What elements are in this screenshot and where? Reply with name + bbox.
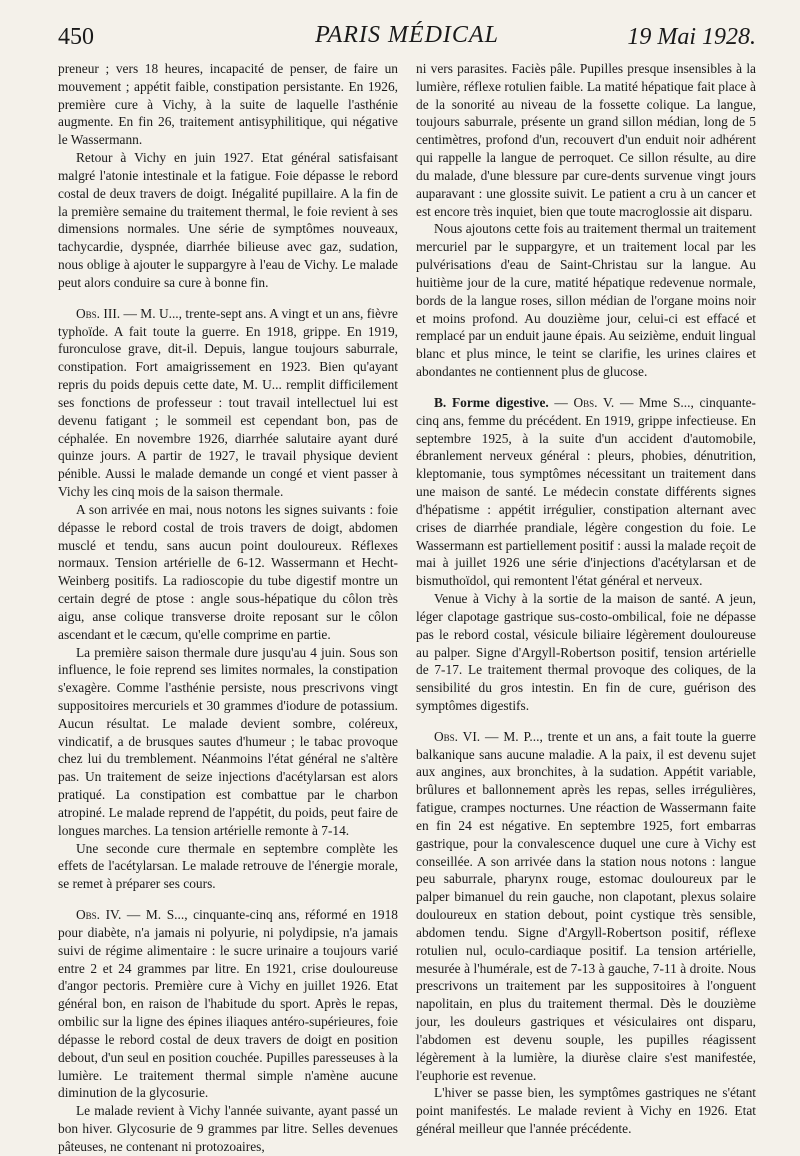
observation-4 (58, 906, 398, 1102)
observation-6 (416, 728, 756, 1085)
paragraph: Nous ajoutons cette fois au traitement thermal un traitement mercuriel par le suppargyre, et un traitement local par les pulvérisations d'eau de Saint-Christau sur la langue. Au huitième jour de la cure, matité hépatique redevenue normale, bords de la langue roses, sillon médian de l'organe moins noir et moins profond. Au douzième jour, celui-ci est effacé et remplacé par un enduit jaune épais. Au seizième, enduit lingual blanc et plus mince, le teint se clarifie, les urines claires et abondantes ne contiennent plus de glucose. (416, 221, 756, 380)
paragraph: Venue à Vichy à la sortie de la maison de santé. A jeun, léger clapotage gastrique sus-costo-ombilical, foie ne dépasse pas le rebord costal, vésicule biliaire légèrement douloureuse au palper. Signe d'Argyll-Robertson positif, tension artérielle de 7-17. Le traitement thermal provoque des coliques, de la sensibilité du gros intestin. En fin de cure, guérison des symptômes digestifs. (416, 591, 756, 713)
observation-text: — M. S..., cinquante-cinq ans, réformé en 1918 pour diabète, n'a jamais ni polyurie, ni polydipsie, n'a jamais suivi de régime alimentaire : le sucre urinaire a toujours varié entre 2 et 24 grammes par litre. En 1921, crise douloureuse d'angor pectoris. Première cure à Vichy en juillet 1926. Etat général bon, en raison de l'habitude du sport. Après le repas, ombilic sur la ligne des épines iliaques antéro-supérieures, foie dépasse le rebord costal de deux travers de doigt en position debout, d'un seul en position couchée. Pupilles paresseuses à la lumière. Le traitement thermal simple n'amène aucune diminution de la glycosurie. (58, 907, 399, 1101)
observation-label: Obs. III. (76, 305, 121, 321)
paragraph: Une seconde cure thermale en septembre complète les effets de l'acétylarsan. Le malade retrouve de l'énergie morale, se remet à préparer ses cours. (58, 840, 398, 892)
paragraph: preneur ; vers 18 heures, incapacité de penser, de faire un mouvement ; appétit faible, constipation persistante. En 1926, première cure à Vichy, à la suite de laquelle l'asthénie augmente. En fin 26, traitement antisyphilitique, qui négative le Wassermann. (58, 61, 398, 148)
section-heading: B. Forme digestive. (434, 394, 549, 410)
right-column (416, 60, 756, 1156)
observation-label: Obs. V. (573, 394, 615, 410)
observation-text: — M. U..., trente-sept ans. A vingt et un ans, fièvre typhoïde. A fait toute la guerre. En 1918, grippe. En 1919, furonculose grave, dit-il. Depuis, langue toujours saburrale, constipation. Fort amaigrissement en 1923. Bien qu'ayant repris du poids depuis cette date, M. U... remplit difficilement ses fonctions de professeur : tout travail intellectuel lui est devenu fatigant ; le sommeil est cependant bon, pas de céphalée. En novembre 1926, diarrhée salutaire ayant duré quinze jours. A partir de 1927, le travail physique devient pénible. Aussi le malade demande un congé et vient passer à Vichy les cinq mois de la saison thermale. (58, 305, 398, 500)
left-column (58, 60, 398, 1156)
paragraph: Le malade revient à Vichy l'année suivante, ayant passé un bon hiver. Glycosurie de 9 grammes par litre. Selles devenues pâteuses, ne contenant ni protozoaires, (58, 1103, 398, 1154)
issue-date: 19 Mai 1928. (627, 24, 756, 50)
paragraph: ni vers parasites. Faciès pâle. Pupilles presque insensibles à la lumière, réflexe rotulien faible. La matité hépatique fait place à de la sonorité au niveau de la fossette colique. La langue, toujours saburrale, présente un grand sillon médian, long de 5 centimètres, profond d'un, recouvert d'un enduit noir adhérent qui rappelle la langue de perroquet. Ce sillon résulte, au dire du malade, d'une blessure par cure-dents survenue vingt jours auparavant : une glossite suivit. Le patient a cru à un cancer et est encore très inquiet, bien que toute macroglossie ait disparu. (416, 61, 756, 219)
page-number: 450 (58, 24, 94, 50)
observation-3 (58, 305, 398, 501)
paragraph: L'hiver se passe bien, les symptômes gastriques ne s'étant point manifestés. Le malade revient à Vichy en 1926. Etat général meilleur que l'année précédente. (416, 1085, 756, 1137)
running-header (58, 14, 756, 60)
journal-title: PARIS MÉDICAL (315, 22, 499, 48)
paragraph: Retour à Vichy en juin 1927. Etat général satisfaisant malgré l'atonie intestinale et la fatigue. Foie dépasse le rebord costal de deux travers de doigt. Inégalité pupillaire. A la fin de la première semaine du traitement thermal, le foie revient à ses dimensions normales. Une série de symptômes nouveaux, tachycardie, dyspnée, diarrhée bilieuse avec gaz, sudation, nous oblige à ajouter le suppargyre à l'eau de Vichy. Le malade peut alors conduire sa cure à bonne fin. (58, 150, 398, 290)
paragraph: A son arrivée en mai, nous notons les signes suivants : foie dépasse le rebord costal de trois travers de doigt, abdomen musclé et tendu, sans aucun point douloureux. Réflexes normaux. Tension artérielle de 6-12. Wassermann et Hecht-Weinberg positifs. La radioscopie du tube digestif montre un certain degré de ptose : angle sous-hépatique du côlon très aigu, anse colique transverse droite reposant sur le côlon ascendant et le cæcum, qu'elle comprime en partie. (58, 501, 398, 642)
paragraph: La première saison thermale dure jusqu'au 4 juin. Sous son influence, le foie reprend ses limites normales, la constipation s'exagère. Comme l'asthénie persiste, nous prescrivons vingt suppositoires mercuriels et 30 grammes d'iodure de potassium. Aucun résultat. Le malade devient sombre, coléreux, vindicatif, a de brusques sautes d'humeur ; le tabac provoque chez lui du tremblement. Néanmoins l'état général ne s'altère pas. Un traitement de seize injections d'acétylarsan est alors pratiqué. La constipation est combattue par le charbon atropiné. Le malade reprend de l'appétit, du poids, peut faire de longues marches. La tension artérielle remonte à 7-14. (58, 644, 398, 838)
observation-label: Obs. VI. (434, 728, 481, 744)
observation-text: — Mme S..., cinquante-cinq ans, femme du précédent. En 1919, grippe infectieuse. En septembre 1925, à la suite d'un accident d'automobile, ébranlement nerveux général : pleurs, phobies, dénutrition, kleptomanie, tous symptômes nécessitant un traitement dans une maison de santé. Le médecin constate différents signes d'hépatisme : appétit irrégulier, constipation alternant avec crises de diarrhée prandiale, légère congestion du foie. Le Wassermann est partiellement positif : aussi la malade reçoit de mai à juillet 1926 une série d'injections d'acétylarsan et de bismuthoïdol, qui remontent l'état général et nerveux. (416, 394, 756, 589)
observation-label: Obs. IV. (76, 907, 122, 923)
text-columns (58, 60, 756, 1156)
observation-text: — M. P..., trente et un ans, a fait toute la guerre balkanique sans aucune maladie. A la paix, il est devenu sujet aux angines, aux bronchites, à la sudation. Appétit variable, brûlures et ballonnement après les repas, selles irrégulières, fatigue, crampes nocturnes. Une réaction de Wassermann faite en fin 24 est négative. En septembre 1925, fort embarras gastrique, pour la convalescence duquel une cure à Vichy est conseillée. A son arrivée dans la station nous notons : langue peu saburrale, pharynx rouge, estomac douloureux par le palper bimanuel du rein gauche, non clapotant, plexus solaire douloureux en station debout, point cystique très sensible, abdomen tendu. Signe d'Argyll-Robertson positif, réflexe rotulien nul, oculo-cardiaque positif. La tension artérielle, mesurée à l'humérale, est de 7-13 à gauche, 7-11 à droite. Nous prescrivons un traitement par les suppositoires à l'onguent napolitain, en plus du traitement thermal. Dès le douzième jour, les douleurs gastriques et vésiculaires ont disparu, l'abdomen est devenu souple, les pupilles réagissent légèrement à la lumière, la diurèse claire s'est manifestée, l'euphorie est revenue. (416, 728, 756, 1083)
section-b: B. Forme digestive. — Obs. V. — Mme S..., cinquante-cinq ans, femme du précédent. En 1919, grippe infectieuse. En septembre 1925, à la suite d'un accident d'automobile, ébranlement nerveux général : pleurs, phobies, dénutrition, kleptomanie, tous symptômes nécessitant un traitement dans une maison de santé. Le médecin constate différents signes d'hépatisme : appétit irrégulier, constipation alternant avec crises de diarrhée prandiale, légère congestion du foie. Le Wassermann est partiellement positif : aussi la malade reçoit de mai à juillet 1926 une série d'injections d'acétylarsan et de bismuthoïdol, qui remontent l'état général et nerveux. (416, 394, 756, 589)
